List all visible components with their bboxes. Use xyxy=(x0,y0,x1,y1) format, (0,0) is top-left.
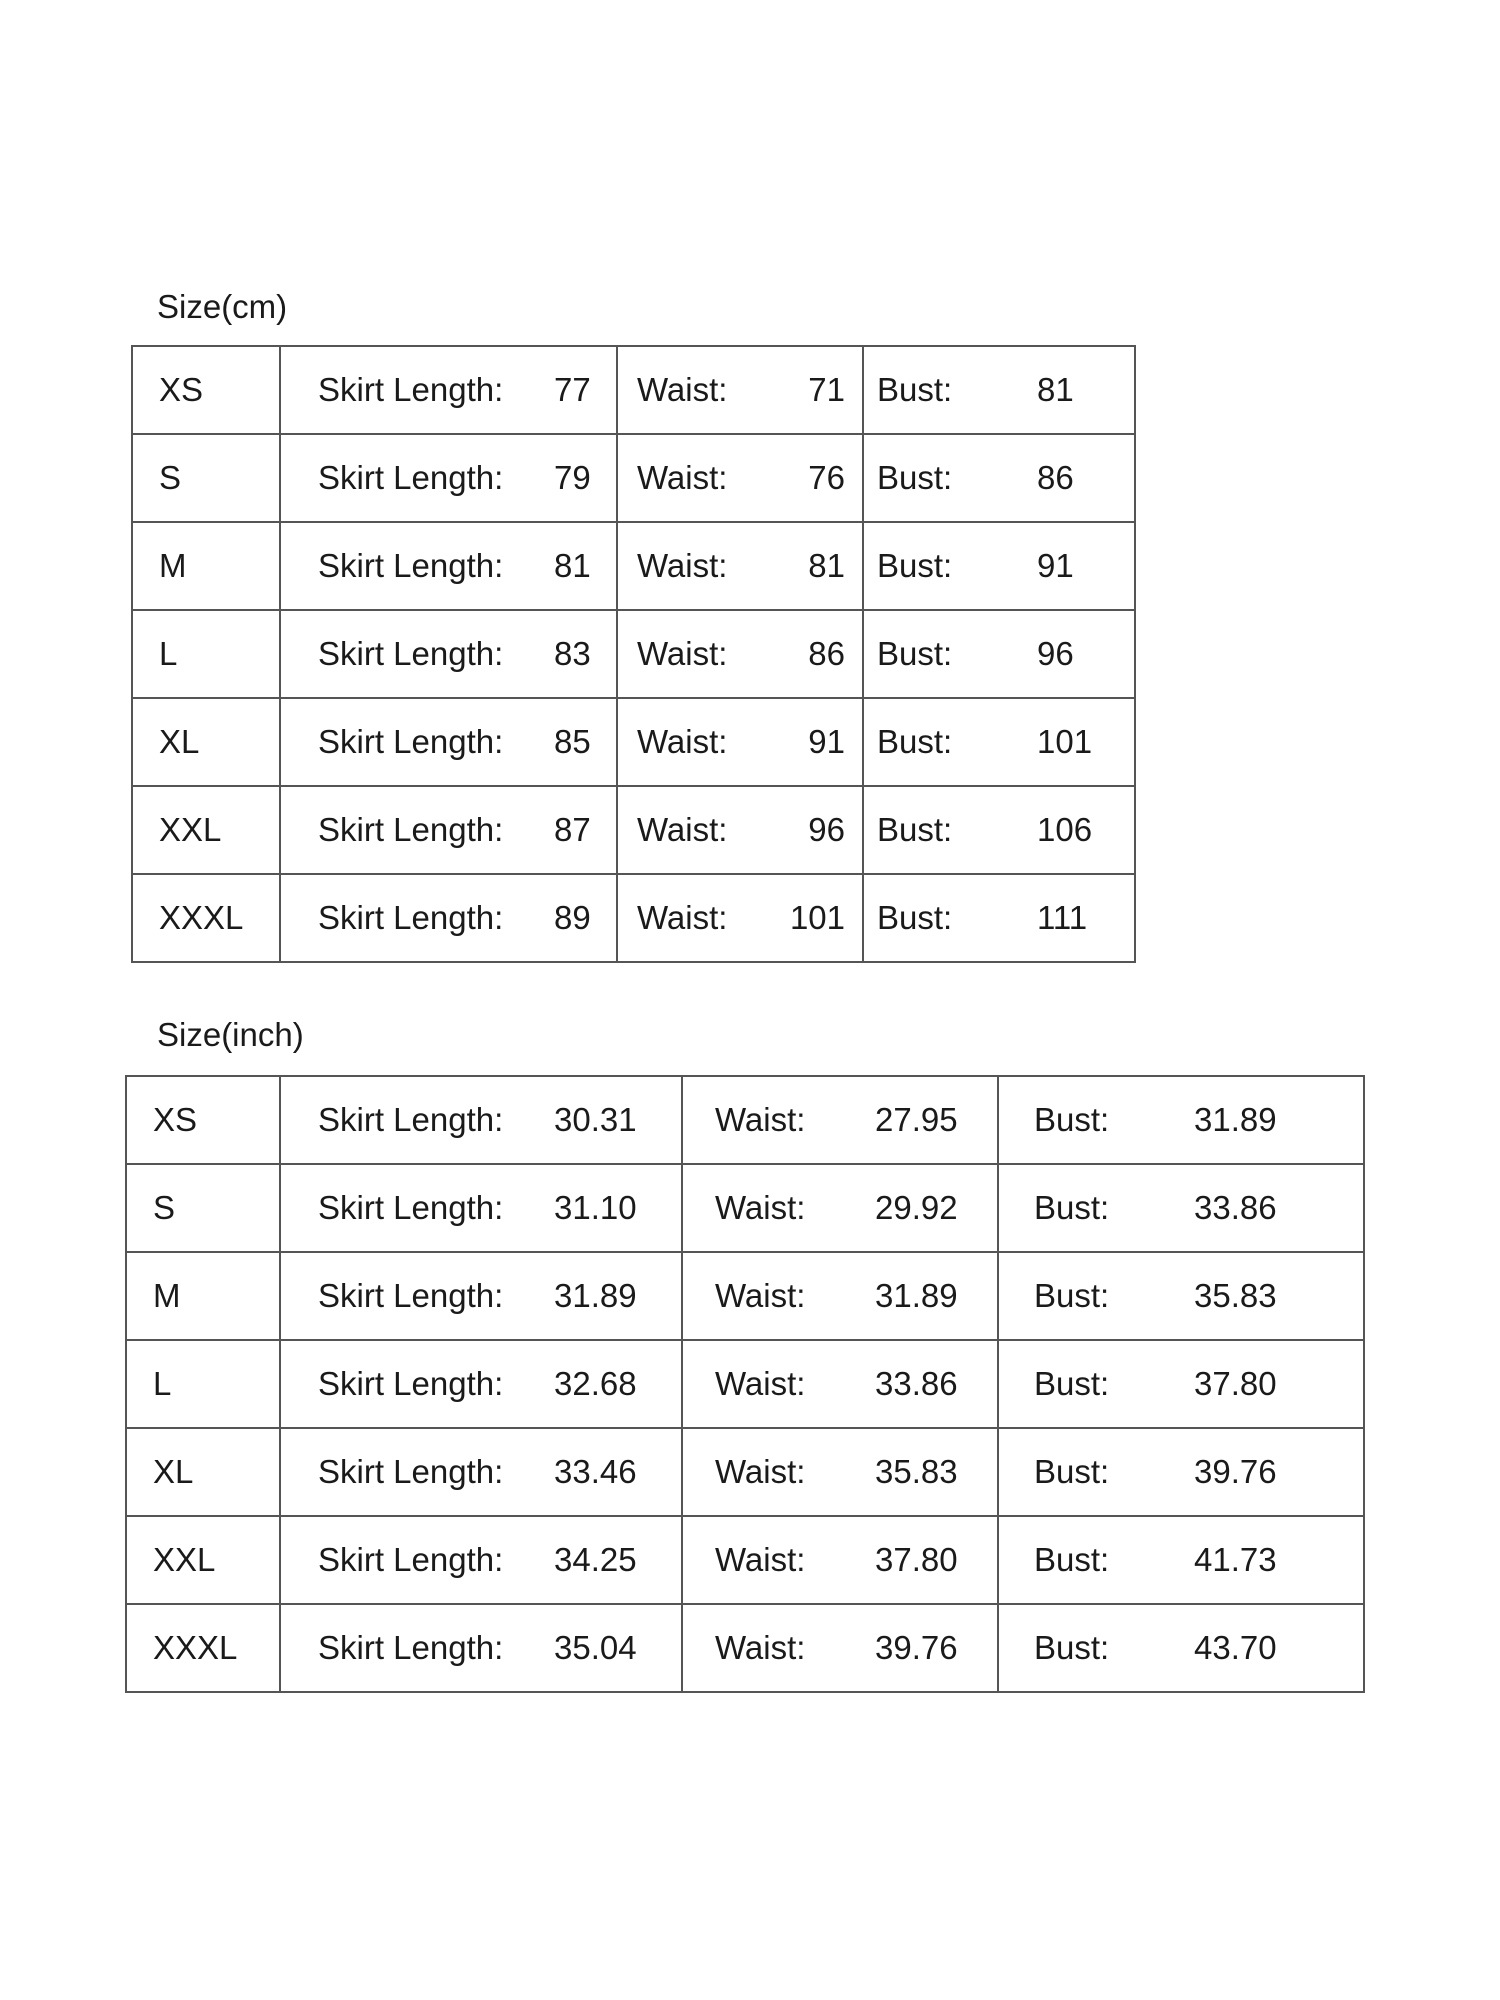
bust-label: Bust: xyxy=(877,723,953,760)
waist-value: 71 xyxy=(808,371,845,408)
skirt-length-label: Skirt Length: xyxy=(318,459,504,496)
bust-cell xyxy=(998,1164,1364,1252)
table-row xyxy=(126,1076,1364,1164)
skirt-length-label: Skirt Length: xyxy=(318,811,504,848)
bust-value: 96 xyxy=(1037,635,1074,672)
waist-value: 86 xyxy=(808,635,845,672)
waist-cell xyxy=(682,1252,998,1340)
skirt-length-cell xyxy=(280,522,617,610)
skirt-length-label: Skirt Length: xyxy=(318,1101,504,1138)
waist-cell xyxy=(617,786,863,874)
table-row xyxy=(126,1516,1364,1604)
bust-value: 39.76 xyxy=(1194,1453,1277,1490)
bust-value: 31.89 xyxy=(1194,1101,1277,1138)
waist-label: Waist: xyxy=(715,1365,806,1402)
skirt-length-cell xyxy=(280,698,617,786)
bust-cell xyxy=(863,698,1135,786)
waist-cell xyxy=(617,874,863,962)
size-label: XXXL xyxy=(153,1629,238,1666)
waist-value: 35.83 xyxy=(875,1453,958,1490)
size-cell xyxy=(126,1516,280,1604)
bust-cell xyxy=(863,610,1135,698)
bust-cell xyxy=(863,786,1135,874)
size-label: XXL xyxy=(159,811,222,848)
bust-value: 37.80 xyxy=(1194,1365,1277,1402)
bust-cell xyxy=(863,874,1135,962)
size-label: S xyxy=(159,459,182,496)
size-chart-cm-table xyxy=(131,345,1136,963)
bust-value: 91 xyxy=(1037,547,1074,584)
waist-cell xyxy=(682,1516,998,1604)
size-label: S xyxy=(153,1189,176,1226)
bust-cell xyxy=(998,1076,1364,1164)
bust-label: Bust: xyxy=(1034,1629,1110,1666)
size-cell xyxy=(126,1076,280,1164)
skirt-length-cell xyxy=(280,1340,682,1428)
bust-value: 81 xyxy=(1037,371,1074,408)
skirt-length-cell xyxy=(280,346,617,434)
bust-value: 86 xyxy=(1037,459,1074,496)
skirt-length-value: 32.68 xyxy=(554,1365,637,1402)
bust-cell xyxy=(863,346,1135,434)
size-label: XXXL xyxy=(159,899,244,936)
skirt-length-label: Skirt Length: xyxy=(318,899,504,936)
bust-value: 35.83 xyxy=(1194,1277,1277,1314)
size-label: L xyxy=(153,1365,172,1402)
size-cell xyxy=(132,786,280,874)
waist-label: Waist: xyxy=(715,1189,806,1226)
bust-value: 111 xyxy=(1037,899,1088,936)
skirt-length-label: Skirt Length: xyxy=(318,371,504,408)
waist-value: 96 xyxy=(808,811,845,848)
waist-value: 101 xyxy=(789,899,845,936)
bust-label: Bust: xyxy=(1034,1101,1110,1138)
table-row xyxy=(132,874,1135,962)
bust-label: Bust: xyxy=(877,899,953,936)
skirt-length-cell xyxy=(280,1252,682,1340)
waist-value: 39.76 xyxy=(875,1629,958,1666)
bust-label: Bust: xyxy=(1034,1453,1110,1490)
size-cell xyxy=(132,610,280,698)
size-cell xyxy=(132,522,280,610)
bust-label: Bust: xyxy=(877,459,953,496)
waist-label: Waist: xyxy=(637,547,728,584)
table-row xyxy=(132,434,1135,522)
bust-label: Bust: xyxy=(1034,1189,1110,1226)
bust-value: 106 xyxy=(1037,811,1093,848)
skirt-length-cell xyxy=(280,1164,682,1252)
skirt-length-value: 85 xyxy=(554,723,591,760)
size-inch-caption: Size(inch) xyxy=(157,1016,304,1053)
size-cell xyxy=(132,434,280,522)
bust-label: Bust: xyxy=(1034,1277,1110,1314)
waist-cell xyxy=(617,610,863,698)
skirt-length-value: 31.10 xyxy=(554,1189,637,1226)
skirt-length-cell xyxy=(280,610,617,698)
skirt-length-value: 35.04 xyxy=(554,1629,637,1666)
size-cell xyxy=(126,1164,280,1252)
table-row xyxy=(132,346,1135,434)
size-cm-caption: Size(cm) xyxy=(157,288,288,325)
table-row xyxy=(132,698,1135,786)
size-chart-inch-table xyxy=(125,1075,1365,1693)
bust-label: Bust: xyxy=(877,547,953,584)
bust-cell xyxy=(998,1252,1364,1340)
bust-value: 43.70 xyxy=(1194,1629,1277,1666)
size-label: XXL xyxy=(153,1541,216,1578)
waist-label: Waist: xyxy=(637,459,728,496)
skirt-length-cell xyxy=(280,786,617,874)
size-label: XL xyxy=(159,723,200,760)
skirt-length-cell xyxy=(280,1516,682,1604)
size-cell xyxy=(126,1340,280,1428)
skirt-length-cell xyxy=(280,1604,682,1692)
skirt-length-label: Skirt Length: xyxy=(318,1277,504,1314)
skirt-length-cell xyxy=(280,1428,682,1516)
waist-label: Waist: xyxy=(637,635,728,672)
table-row xyxy=(126,1340,1364,1428)
bust-label: Bust: xyxy=(1034,1365,1110,1402)
skirt-length-value: 30.31 xyxy=(554,1101,637,1138)
size-label: XL xyxy=(153,1453,194,1490)
waist-label: Waist: xyxy=(715,1541,806,1578)
skirt-length-label: Skirt Length: xyxy=(318,547,504,584)
size-cell xyxy=(126,1428,280,1516)
waist-value: 29.92 xyxy=(875,1189,958,1226)
bust-label: Bust: xyxy=(877,635,953,672)
waist-label: Waist: xyxy=(637,811,728,848)
table-row xyxy=(126,1252,1364,1340)
bust-cell xyxy=(863,522,1135,610)
waist-label: Waist: xyxy=(715,1453,806,1490)
table-row xyxy=(126,1604,1364,1692)
waist-value: 31.89 xyxy=(875,1277,958,1314)
waist-label: Waist: xyxy=(637,899,728,936)
table-row xyxy=(132,522,1135,610)
waist-cell xyxy=(682,1164,998,1252)
waist-label: Waist: xyxy=(637,371,728,408)
size-label: M xyxy=(159,547,187,584)
skirt-length-value: 79 xyxy=(554,459,591,496)
waist-cell xyxy=(617,522,863,610)
skirt-length-label: Skirt Length: xyxy=(318,723,504,760)
skirt-length-value: 34.25 xyxy=(554,1541,637,1578)
waist-cell xyxy=(682,1340,998,1428)
size-label: M xyxy=(153,1277,181,1314)
waist-label: Waist: xyxy=(715,1101,806,1138)
skirt-length-value: 89 xyxy=(554,899,591,936)
bust-cell xyxy=(998,1428,1364,1516)
waist-cell xyxy=(617,698,863,786)
waist-value: 33.86 xyxy=(875,1365,958,1402)
skirt-length-label: Skirt Length: xyxy=(318,1541,504,1578)
table-row xyxy=(126,1428,1364,1516)
bust-label: Bust: xyxy=(877,371,953,408)
skirt-length-value: 33.46 xyxy=(554,1453,637,1490)
waist-cell xyxy=(682,1428,998,1516)
skirt-length-value: 83 xyxy=(554,635,591,672)
size-cell xyxy=(132,698,280,786)
waist-value: 27.95 xyxy=(875,1101,958,1138)
skirt-length-cell xyxy=(280,1076,682,1164)
bust-label: Bust: xyxy=(1034,1541,1110,1578)
skirt-length-cell xyxy=(280,434,617,522)
skirt-length-value: 87 xyxy=(554,811,591,848)
waist-cell xyxy=(617,434,863,522)
table-row xyxy=(132,786,1135,874)
waist-value: 91 xyxy=(808,723,845,760)
bust-label: Bust: xyxy=(877,811,953,848)
waist-label: Waist: xyxy=(715,1629,806,1666)
skirt-length-cell xyxy=(280,874,617,962)
skirt-length-label: Skirt Length: xyxy=(318,1189,504,1226)
bust-cell xyxy=(863,434,1135,522)
skirt-length-label: Skirt Length: xyxy=(318,1629,504,1666)
waist-cell xyxy=(682,1604,998,1692)
skirt-length-label: Skirt Length: xyxy=(318,1365,504,1402)
bust-value: 101 xyxy=(1037,723,1093,760)
size-label: L xyxy=(159,635,178,672)
skirt-length-label: Skirt Length: xyxy=(318,1453,504,1490)
size-cell xyxy=(126,1252,280,1340)
skirt-length-value: 77 xyxy=(554,371,591,408)
skirt-length-label: Skirt Length: xyxy=(318,635,504,672)
bust-cell xyxy=(998,1340,1364,1428)
table-row xyxy=(126,1164,1364,1252)
skirt-length-value: 31.89 xyxy=(554,1277,637,1314)
size-cell xyxy=(126,1604,280,1692)
size-cell xyxy=(132,874,280,962)
bust-cell xyxy=(998,1604,1364,1692)
bust-cell xyxy=(998,1516,1364,1604)
waist-label: Waist: xyxy=(637,723,728,760)
bust-value: 41.73 xyxy=(1194,1541,1277,1578)
waist-cell xyxy=(617,346,863,434)
waist-cell xyxy=(682,1076,998,1164)
waist-value: 37.80 xyxy=(875,1541,958,1578)
bust-value: 33.86 xyxy=(1194,1189,1277,1226)
table-row xyxy=(132,610,1135,698)
size-label: XS xyxy=(153,1101,198,1138)
waist-value: 76 xyxy=(808,459,845,496)
size-cell xyxy=(132,346,280,434)
size-label: XS xyxy=(159,371,204,408)
waist-label: Waist: xyxy=(715,1277,806,1314)
waist-value: 81 xyxy=(808,547,845,584)
skirt-length-value: 81 xyxy=(554,547,591,584)
